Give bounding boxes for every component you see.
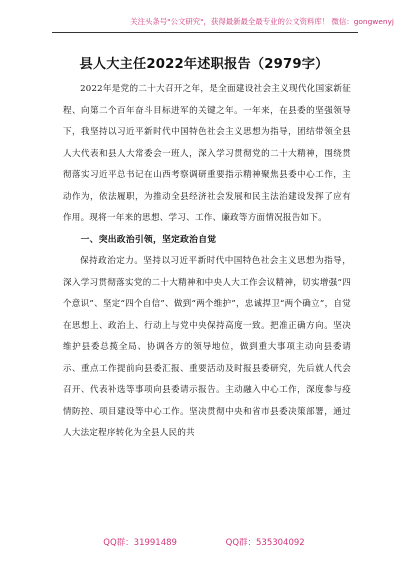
section-heading: 一、突出政治引领，坚定政治自觉 — [80, 234, 217, 245]
footer-qq-group-2: QQ群：535304092 — [225, 538, 305, 548]
footer-qq-group-1: QQ群：31991489 — [103, 538, 177, 548]
header-promo-text: 关注头条号"公文研究"，获得最新最全最专业的公文资料库！ 微信：gongwenyj — [130, 17, 394, 26]
header-divider — [52, 32, 358, 33]
document-body — [63, 79, 351, 445]
section-paragraph: 保持政治定力。坚持以习近平新时代中国特色社会主义思想为指导，深入学习贯彻落实党的二十大精神和中央人大工作会议精神，切实增强“四个意识”、坚定“四个自信”、做到“两个维护”，忠诚捍卫“两个确立”，自觉在思想上、政治上、行动上与党中央保持高度一致。把准正确方向。坚决维护县委总揽全局、协调各方的领导地位，做到重大事项主动向县委请示、重点工作提前向县委汇报、重要活动及时报县委研究，先后就人代会召开、代表补选等事项向县委请示报告。主动融入中心工作，深度参与疫情防控、项目建设等中心工作。坚决贯彻中央和省市县委决策部署，通过人大法定程序转化为全县人民的共 — [63, 256, 351, 438]
footer — [0, 536, 408, 548]
intro-paragraph: 2022年是党的二十大召开之年，是全面建设社会主义现代化国家新征程、向第二个百年奋斗目标进军的关键之年。一年来，在县委的坚强领导下，我坚持以习近平新时代中国特色社会主义思想为指导，团结带领全县人大代表和县人大常委会一班人，深入学习贯彻党的二十大精神，围绕贯彻落实习近平总书记在山西考察调研重要指示精神聚焦县委中心工作，主动作为，依法履职，为推动全县经济社会发展和民主法治建设发挥了应有作用。现将一年来的思想、学习、工作、廉政等方面情况报告如下。 — [63, 84, 351, 223]
document-title: 县人大主任2022年述职报告（2979字） — [79, 57, 329, 72]
